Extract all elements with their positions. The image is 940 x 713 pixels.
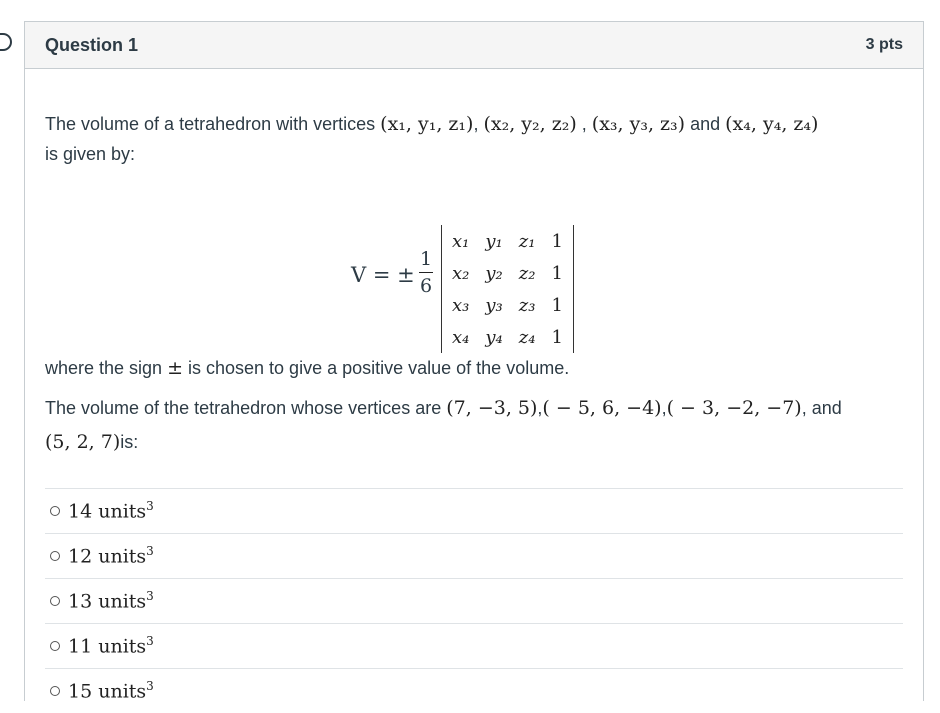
intro-and: and bbox=[685, 114, 726, 134]
matrix-cell: y₁ bbox=[485, 230, 503, 252]
matrix-cell: x₁ bbox=[452, 230, 470, 252]
radio-button[interactable] bbox=[50, 551, 60, 561]
answer-option[interactable] bbox=[45, 623, 903, 668]
question-marker-icon bbox=[0, 33, 12, 51]
matrix-cell: x₂ bbox=[452, 262, 470, 284]
answer-exponent: 3 bbox=[146, 499, 154, 514]
matrix-cell: y₂ bbox=[485, 262, 503, 284]
fraction-denominator: 6 bbox=[419, 275, 433, 297]
matrix-row bbox=[444, 321, 571, 353]
answer-label bbox=[68, 544, 154, 567]
answer-options bbox=[45, 488, 903, 713]
formula-lhs: V = ± bbox=[351, 263, 415, 287]
intro-paragraph bbox=[45, 109, 895, 169]
answer-label bbox=[68, 634, 154, 657]
intro-line-2: is given by: bbox=[45, 144, 136, 164]
intro-sep-1: , bbox=[473, 114, 484, 134]
radio-button[interactable] bbox=[50, 506, 60, 516]
vertex-4: (x₄, y₄, z₄) bbox=[725, 113, 819, 135]
point-2: ( − 5, 6, −4) bbox=[542, 397, 662, 419]
problem-sep-1: , bbox=[537, 398, 543, 418]
radio-button[interactable] bbox=[50, 641, 60, 651]
answer-value: 11 units bbox=[68, 635, 147, 658]
sign-note-a: where the sign bbox=[45, 358, 168, 378]
fraction-numerator: 1 bbox=[419, 248, 433, 270]
matrix-cell: y₄ bbox=[485, 326, 503, 348]
matrix-cell: z₂ bbox=[518, 262, 536, 284]
matrix-cell: x₄ bbox=[452, 326, 470, 348]
problem-text: The volume of the tetrahedron whose vertices are bbox=[45, 398, 442, 418]
question-card bbox=[24, 21, 924, 701]
radio-button[interactable] bbox=[50, 596, 60, 606]
point-1: (7, −3, 5) bbox=[446, 397, 538, 419]
question-header bbox=[25, 22, 923, 69]
answer-label bbox=[68, 589, 154, 612]
answer-exponent: 3 bbox=[146, 544, 154, 559]
vertex-3: (x₃, y₃, z₃) bbox=[591, 113, 686, 135]
answer-option[interactable] bbox=[45, 533, 903, 578]
answer-value: 12 units bbox=[68, 545, 147, 568]
vertex-2: (x₂, y₂, z₂) bbox=[483, 113, 577, 135]
matrix-row bbox=[444, 257, 571, 289]
matrix-cell: 1 bbox=[551, 262, 563, 284]
sign-note bbox=[45, 353, 895, 383]
matrix-cell: z₄ bbox=[518, 326, 536, 348]
point-4: (5, 2, 7) bbox=[45, 431, 121, 453]
problem-tail: is: bbox=[120, 432, 139, 452]
problem-sep-2: , bbox=[661, 398, 667, 418]
answer-value: 14 units bbox=[68, 500, 147, 523]
answer-option[interactable] bbox=[45, 668, 903, 713]
point-3: ( − 3, −2, −7) bbox=[666, 397, 802, 419]
answer-value: 13 units bbox=[68, 590, 147, 613]
answer-label bbox=[68, 679, 154, 702]
plus-minus-symbol: ± bbox=[167, 357, 183, 379]
vertex-1: (x₁, y₁, z₁) bbox=[380, 113, 474, 135]
matrix-cell: x₃ bbox=[452, 294, 470, 316]
intro-text: The volume of a tetrahedron with vertices bbox=[45, 114, 381, 134]
matrix-cell: 1 bbox=[551, 294, 563, 316]
answer-exponent: 3 bbox=[146, 589, 154, 604]
fraction-bar bbox=[419, 272, 433, 273]
determinant-matrix bbox=[444, 225, 571, 353]
matrix-row bbox=[444, 289, 571, 321]
determinant bbox=[441, 225, 574, 353]
answer-value: 15 units bbox=[68, 680, 147, 703]
matrix-cell: 1 bbox=[551, 326, 563, 348]
formula-fraction bbox=[419, 247, 433, 298]
sign-note-b: is chosen to give a positive value of the volume. bbox=[183, 358, 570, 378]
answer-option[interactable] bbox=[45, 578, 903, 623]
question-points: 3 pts bbox=[865, 36, 903, 53]
answer-exponent: 3 bbox=[146, 634, 154, 649]
problem-statement bbox=[45, 391, 895, 459]
answer-option[interactable] bbox=[45, 488, 903, 533]
intro-sep-2: , bbox=[576, 114, 592, 134]
answer-label bbox=[68, 499, 154, 522]
matrix-cell: 1 bbox=[551, 230, 563, 252]
matrix-cell: y₃ bbox=[485, 294, 503, 316]
problem-and: , and bbox=[801, 398, 842, 418]
matrix-cell: z₃ bbox=[518, 294, 536, 316]
question-title: Question 1 bbox=[45, 34, 139, 55]
radio-button[interactable] bbox=[50, 686, 60, 696]
matrix-row bbox=[444, 225, 571, 257]
matrix-cell: z₁ bbox=[518, 230, 536, 252]
answer-exponent: 3 bbox=[146, 679, 154, 694]
